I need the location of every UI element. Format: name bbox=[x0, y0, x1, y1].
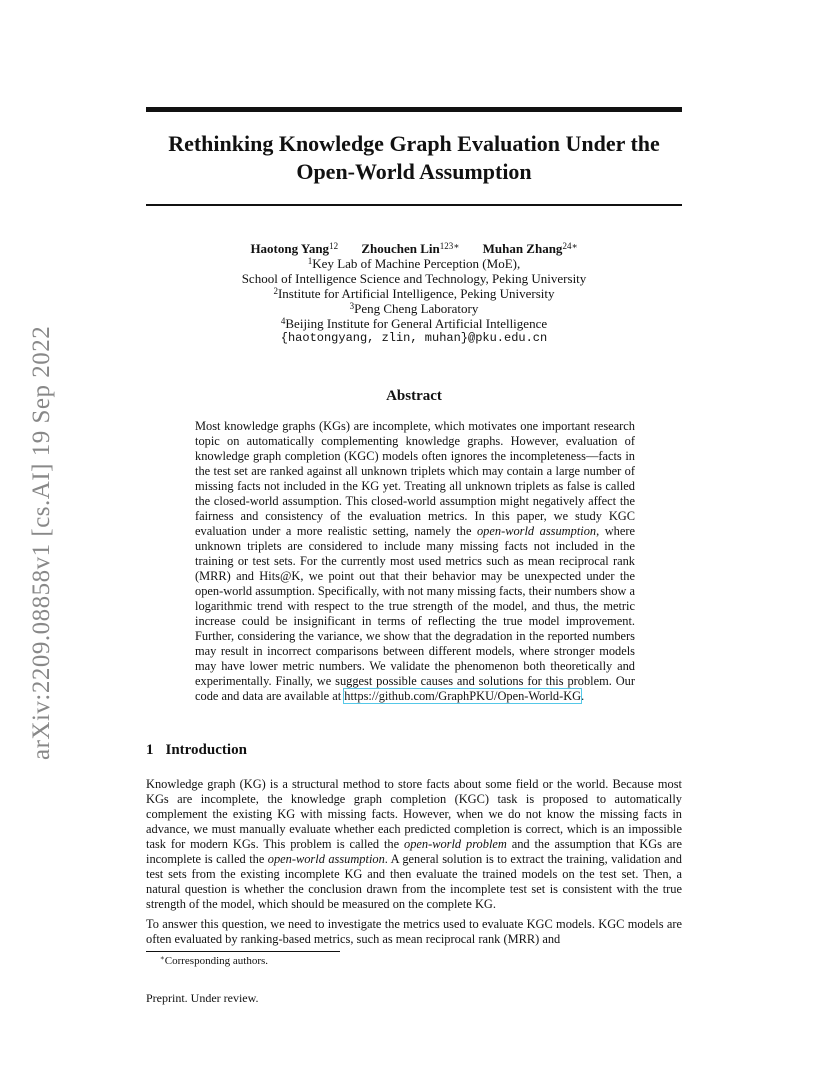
author-emails: {haotongyang, zlin, muhan}@pku.edu.cn bbox=[280, 331, 548, 345]
code-link[interactable]: https://github.com/GraphPKU/Open-World-KG bbox=[344, 689, 582, 703]
affiliation-1 bbox=[146, 256, 682, 271]
arxiv-stamp: arXiv:2209.08858v1 [cs.AI] 19 Sep 2022 bbox=[28, 325, 55, 760]
abstract-heading: Abstract bbox=[386, 388, 442, 404]
section-number: 1 bbox=[146, 742, 154, 758]
affiliation-4 bbox=[146, 316, 682, 331]
affiliation-1b: School of Intelligence Science and Technology, Peking University bbox=[241, 271, 587, 286]
author-1 bbox=[250, 241, 338, 256]
section-heading-introduction bbox=[146, 742, 247, 759]
author-3-name: Muhan Zhang bbox=[482, 241, 563, 256]
intro-p1-text-a: Knowledge graph (KG) is a structural method to store facts about some field or the world. Because most KGs are incomplete, the knowledge graph completion (KGC) task is proposed to automatically complement the existing KG with missing facts. However, when we do not know the missing facts in advance, we must manually evaluate whether each predicted completion is correct, which is an impossible task for modern KGs. This problem is called the bbox=[146, 777, 682, 851]
author-3-sup: 24∗ bbox=[562, 241, 578, 251]
abstract-italic: open-world assumption bbox=[476, 524, 597, 538]
intro-p1-text-c: . A general solution is to extract the training, validation and test sets from the existing incomplete KG and then evaluate the trained models on the test set. Then, a natural question is whether the conclusion drawn from the incomplete test set is consistent with the true strength of the model, which should be measured on the complete KG. bbox=[146, 852, 683, 911]
footnote-mark: ∗ bbox=[160, 954, 165, 962]
affiliation-1-text: Key Lab of Machine Perception (MoE), bbox=[312, 256, 521, 271]
title-line-2: Open-World Assumption bbox=[296, 159, 532, 184]
abstract-text-3: . bbox=[581, 689, 585, 703]
author-block bbox=[146, 241, 682, 346]
intro-p1-text-b: and the assumption that KGs are incomplete is called the bbox=[146, 837, 682, 866]
affiliation-3-sup: 3 bbox=[349, 301, 355, 311]
affiliation-3 bbox=[146, 301, 682, 316]
abstract-text-2: , where unknown triplets are considered to include many missing facts not included in the training or test sets. For the currently most used metrics such as mean reciprocal rank (MRR) and Hits@K, we point out that their behavior may be unexpected under the open-world assumption. Specifically, with not many missing facts, their numbers show a logarithmic trend with respect to the true strength of the model, and thus, the metric increase could be insignificant in terms of reflecting the true model improvement. Further, considering the variance, we show that the degradation in the reported numbers may result in incorrect comparisons between different models, where stronger models may have lower metric numbers. We validate the phenomenon both theoretically and experimentally. Finally, we suggest possible causes and solutions for this problem. Our code and data are available at bbox=[195, 524, 636, 703]
footnote-text: Corresponding authors. bbox=[164, 955, 269, 967]
title-top-rule bbox=[146, 107, 682, 112]
author-names bbox=[146, 241, 682, 256]
affiliation-2-text: Institute for Artificial Intelligence, Peking University bbox=[277, 286, 555, 301]
intro-paragraph-1 bbox=[146, 777, 682, 912]
affiliation-4-text: Beijing Institute for General Artificial Intelligence bbox=[285, 316, 548, 331]
section-title: Introduction bbox=[165, 742, 247, 758]
footnote bbox=[160, 955, 268, 967]
author-2-name: Zhouchen Lin bbox=[361, 241, 440, 256]
abstract-text-1: Most knowledge graphs (KGs) are incomplete, which motivates one important research topic on automatically complementing knowledge graphs. However, evaluation of knowledge graph completion (KGC) models often ignores the incompleteness—facts in the test set are ranked against all unknown triplets which may contain a large number of missing facts not included in the KG yet. Treating all unknown triplets as false is called the closed-world assumption. This closed-world assumption might negatively affect the fairness and consistency of the evaluation metrics. In this paper, we study KGC evaluation under a more realistic setting, namely the bbox=[195, 419, 635, 538]
abstract-body bbox=[195, 419, 635, 704]
intro-p1-italic-2: open-world assumption bbox=[267, 852, 385, 866]
title-line-1: Rethinking Knowledge Graph Evaluation Under the bbox=[168, 131, 660, 156]
author-3 bbox=[483, 241, 578, 256]
affiliation-3-text: Peng Cheng Laboratory bbox=[354, 301, 479, 316]
affiliation-2-sup: 2 bbox=[273, 286, 278, 296]
intro-p1-italic-1: open-world problem bbox=[404, 837, 507, 851]
preprint-notice: Preprint. Under review. bbox=[146, 991, 259, 1005]
paper-title bbox=[146, 130, 682, 186]
affiliation-2 bbox=[146, 286, 682, 301]
author-2-sup: 123∗ bbox=[439, 241, 460, 251]
affiliation-4-sup: 4 bbox=[280, 316, 286, 326]
footnote-rule bbox=[146, 951, 340, 952]
title-bottom-rule bbox=[146, 204, 682, 206]
affiliation-1-sup: 1 bbox=[307, 256, 313, 266]
intro-paragraph-2: To answer this question, we need to investigate the metrics used to evaluate KGC models. KGC models are often evaluated by ranking-based metrics, such as mean reciprocal rank (MRR) and bbox=[146, 917, 682, 946]
author-1-sup: 12 bbox=[329, 241, 339, 251]
author-2 bbox=[361, 241, 459, 256]
author-1-name: Haotong Yang bbox=[250, 241, 330, 256]
